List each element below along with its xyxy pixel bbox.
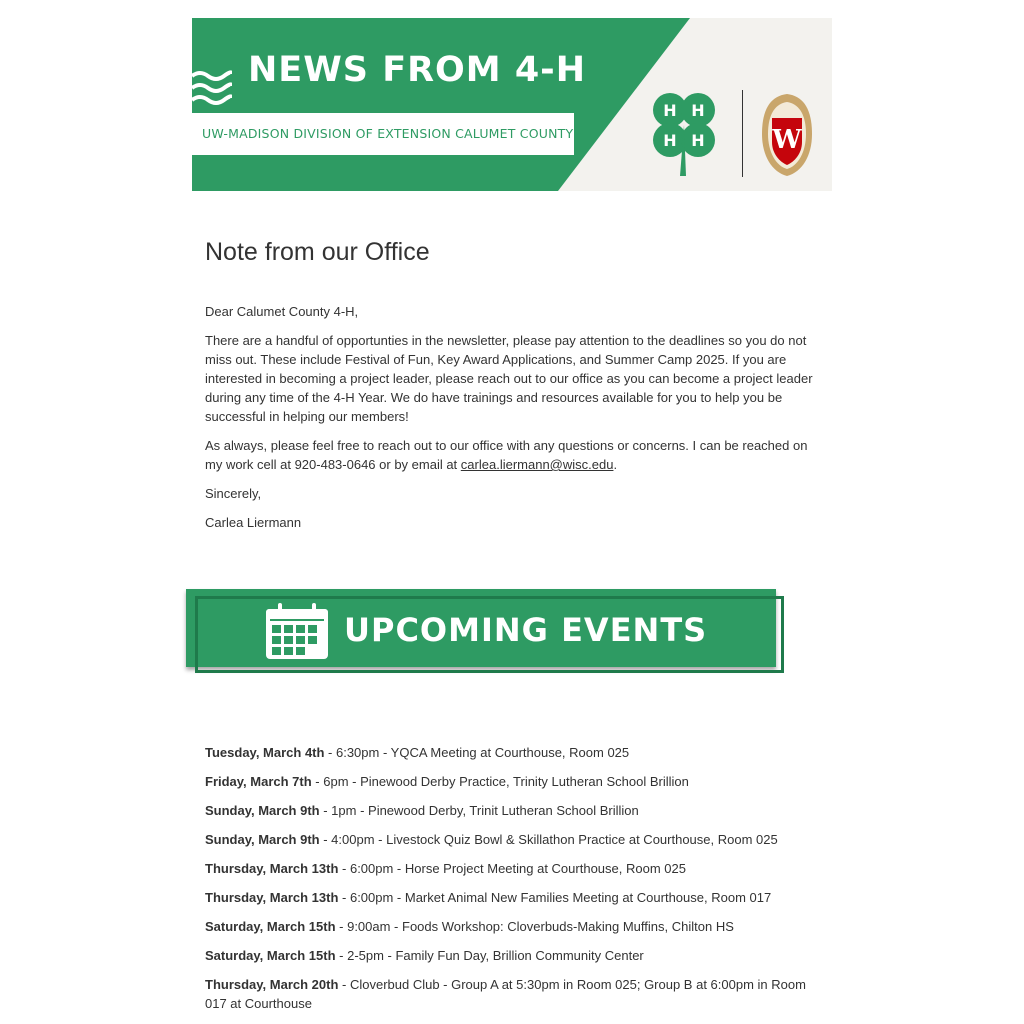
- list-item: [205, 859, 820, 878]
- note-paragraph-2: [205, 436, 820, 474]
- event-date: Thursday, March 13th: [205, 890, 339, 905]
- newsletter-header-banner: [192, 18, 832, 191]
- note-signature: Carlea Liermann: [205, 515, 302, 530]
- note-closing: Sincerely,: [205, 486, 262, 501]
- event-date: Tuesday, March 4th: [205, 745, 325, 760]
- event-date: Sunday, March 9th: [205, 832, 320, 847]
- list-item: [205, 801, 820, 820]
- upcoming-events-banner: [186, 589, 788, 677]
- note-paragraph-2-text: As always, please feel free to reach out to our office with any questions or concerns. I can be reached on my work cell at 920-483-0646 or by email at: [205, 438, 808, 472]
- event-date: Thursday, March 20th: [205, 977, 339, 992]
- clover-leaf-letter: H: [663, 131, 677, 150]
- list-item: [205, 917, 820, 936]
- event-detail: - 4:00pm - Livestock Quiz Bowl & Skillathon Practice at Courthouse, Room 025: [319, 832, 778, 847]
- waves-icon: [192, 68, 232, 110]
- event-detail: - 6:00pm - Horse Project Meeting at Courthouse, Room 025: [338, 861, 686, 876]
- event-detail: - 9:00am - Foods Workshop: Cloverbuds-Making Muffins, Chilton HS: [335, 919, 734, 934]
- list-item: [205, 975, 820, 1013]
- event-detail: - 6:30pm - YQCA Meeting at Courthouse, Room 025: [324, 745, 630, 760]
- list-item: [205, 830, 820, 849]
- subtitle-box: [192, 113, 574, 155]
- four-h-clover-icon: [640, 88, 730, 180]
- note-paragraph-2-end: .: [613, 457, 618, 472]
- list-item: [205, 772, 820, 791]
- list-item: [205, 743, 820, 762]
- note-greeting: Dear Calumet County 4-H,: [205, 304, 359, 319]
- event-detail: - Cloverbud Club - Group A at 5:30pm in Room 025; Group B at 6:00pm in Room 017 at Courthouse: [205, 977, 806, 1011]
- list-item: [205, 946, 820, 965]
- event-date: Thursday, March 13th: [205, 861, 339, 876]
- newsletter-subtitle: UW-MADISON DIVISION OF EXTENSION CALUMET COUNTY: [202, 126, 574, 141]
- logo-divider: [742, 90, 743, 177]
- event-date: Saturday, March 15th: [205, 919, 336, 934]
- newsletter-title: NEWS FROM 4-H: [248, 50, 586, 90]
- event-detail: - 6pm - Pinewood Derby Practice, Trinity Lutheran School Brillion: [311, 774, 689, 789]
- events-banner-title: UPCOMING EVENTS: [344, 611, 708, 649]
- event-date: Sunday, March 9th: [205, 803, 320, 818]
- header-green-band: [192, 18, 832, 191]
- clover-leaf-letter: H: [691, 131, 705, 150]
- uw-crest-icon: [758, 90, 816, 178]
- email-link[interactable]: carlea.liermann@wisc.edu: [460, 457, 614, 472]
- note-paragraph-1: There are a handful of opportunties in the newsletter, please pay attention to the deadlines so you do not miss out. These include Festival of Fun, Key Award Applications, and Summer Camp 2025. If you are interested in becoming a project leader, please reach out to our office as you can become a project leader during any time of the 4-H Year. We do have trainings and resources available for you to help you be successful in helping our members!: [205, 333, 813, 424]
- calendar-icon: [264, 603, 330, 661]
- event-detail: - 2-5pm - Family Fun Day, Brillion Community Center: [335, 948, 644, 963]
- clover-leaf-letter: H: [691, 101, 705, 120]
- list-item: [205, 888, 820, 907]
- event-detail: - 1pm - Pinewood Derby, Trinit Lutheran School Brillion: [319, 803, 639, 818]
- clover-leaf-letter: H: [663, 101, 677, 120]
- note-heading: Note from our Office: [205, 238, 430, 266]
- event-detail: - 6:00pm - Market Animal New Families Meeting at Courthouse, Room 017: [338, 890, 772, 905]
- event-date: Friday, March 7th: [205, 774, 312, 789]
- crest-letter: W: [772, 125, 802, 155]
- event-date: Saturday, March 15th: [205, 948, 336, 963]
